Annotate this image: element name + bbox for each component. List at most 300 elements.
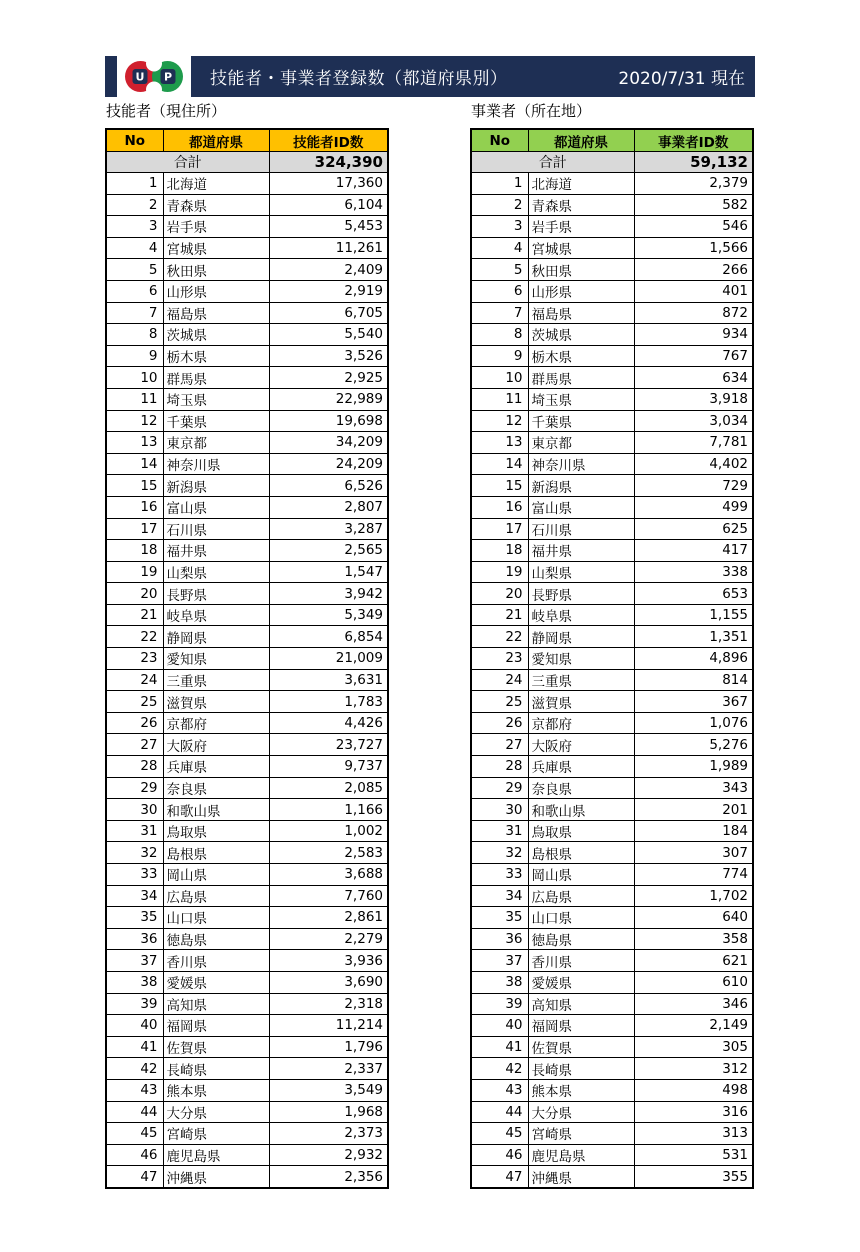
- id-count: 1,566: [634, 237, 753, 259]
- id-count: 346: [634, 993, 753, 1015]
- prefecture-name: 長崎県: [528, 1058, 634, 1080]
- id-count: 582: [634, 194, 753, 216]
- id-count: 2,409: [269, 259, 388, 281]
- id-count: 6,104: [269, 194, 388, 216]
- id-count: 3,287: [269, 518, 388, 540]
- table-row: [106, 1079, 388, 1101]
- prefecture-name: 長野県: [528, 583, 634, 605]
- row-number: 3: [471, 216, 528, 238]
- prefecture-name: 和歌山県: [528, 799, 634, 821]
- row-number: 45: [471, 1123, 528, 1145]
- id-count: 3,688: [269, 864, 388, 886]
- prefecture-name: 秋田県: [528, 259, 634, 281]
- row-number: 12: [106, 410, 163, 432]
- row-number: 15: [106, 475, 163, 497]
- table-row: [106, 280, 388, 302]
- row-number: 7: [471, 302, 528, 324]
- table-row: [471, 799, 753, 821]
- id-count: 266: [634, 259, 753, 281]
- prefecture-name: 愛知県: [163, 648, 269, 670]
- id-count: 23,727: [269, 734, 388, 756]
- row-number: 16: [106, 496, 163, 518]
- prefecture-name: 和歌山県: [163, 799, 269, 821]
- table-row: [471, 950, 753, 972]
- prefecture-name: 佐賀県: [163, 1036, 269, 1058]
- table-row: [106, 777, 388, 799]
- prefecture-name: 鹿児島県: [528, 1144, 634, 1166]
- table-row: [471, 1015, 753, 1037]
- prefecture-name: 宮城県: [528, 237, 634, 259]
- id-count: 3,631: [269, 669, 388, 691]
- id-count: 640: [634, 907, 753, 929]
- id-count: 5,540: [269, 324, 388, 346]
- prefecture-name: 島根県: [528, 842, 634, 864]
- id-count: 17,360: [269, 173, 388, 195]
- prefecture-name: 島根県: [163, 842, 269, 864]
- id-count: 4,426: [269, 712, 388, 734]
- prefecture-name: 宮城県: [163, 237, 269, 259]
- table-row: [106, 324, 388, 346]
- prefecture-name: 岐阜県: [163, 604, 269, 626]
- prefecture-name: 長野県: [163, 583, 269, 605]
- table-row: [106, 842, 388, 864]
- table-row: [106, 907, 388, 929]
- id-count: 2,356: [269, 1166, 388, 1188]
- id-count: 2,085: [269, 777, 388, 799]
- row-number: 4: [471, 237, 528, 259]
- table-row: [106, 410, 388, 432]
- id-count: 934: [634, 324, 753, 346]
- id-count: 3,690: [269, 971, 388, 993]
- table-row: [471, 626, 753, 648]
- table-row: [106, 712, 388, 734]
- business-section: [470, 101, 754, 1189]
- prefecture-name: 愛媛県: [163, 971, 269, 993]
- ccus-logo: [117, 56, 191, 97]
- col-header-no: No: [106, 129, 163, 152]
- row-number: 45: [106, 1123, 163, 1145]
- row-number: 22: [471, 626, 528, 648]
- id-count: 546: [634, 216, 753, 238]
- prefecture-name: 福岡県: [528, 1015, 634, 1037]
- table-row: [106, 345, 388, 367]
- row-number: 23: [106, 648, 163, 670]
- prefecture-name: 富山県: [528, 496, 634, 518]
- table-row: [106, 691, 388, 713]
- table-row: [471, 712, 753, 734]
- row-number: 3: [106, 216, 163, 238]
- prefecture-name: 熊本県: [163, 1079, 269, 1101]
- row-number: 30: [106, 799, 163, 821]
- prefecture-name: 岡山県: [163, 864, 269, 886]
- table-row: [471, 173, 753, 195]
- prefecture-name: 青森県: [163, 194, 269, 216]
- table-row: [471, 345, 753, 367]
- row-number: 44: [471, 1101, 528, 1123]
- prefecture-name: 福岡県: [163, 1015, 269, 1037]
- table-row: [471, 1058, 753, 1080]
- row-number: 9: [471, 345, 528, 367]
- table-row: [471, 1144, 753, 1166]
- technician-total-row: [106, 152, 388, 173]
- table-row: [471, 324, 753, 346]
- row-number: 9: [106, 345, 163, 367]
- row-number: 19: [106, 561, 163, 583]
- prefecture-name: 沖縄県: [163, 1166, 269, 1188]
- prefecture-name: 千葉県: [528, 410, 634, 432]
- table-row: [106, 583, 388, 605]
- table-row: [471, 604, 753, 626]
- table-row: [471, 864, 753, 886]
- id-count: 2,565: [269, 540, 388, 562]
- id-count: 2,925: [269, 367, 388, 389]
- ccus-logo-icon: [123, 58, 185, 95]
- row-number: 5: [106, 259, 163, 281]
- table-row: [106, 1015, 388, 1037]
- id-count: 2,583: [269, 842, 388, 864]
- table-row: [471, 1101, 753, 1123]
- row-number: 40: [106, 1015, 163, 1037]
- table-row: [471, 734, 753, 756]
- prefecture-name: 岡山県: [528, 864, 634, 886]
- table-row: [106, 216, 388, 238]
- id-count: 367: [634, 691, 753, 713]
- id-count: 621: [634, 950, 753, 972]
- prefecture-name: 福井県: [528, 540, 634, 562]
- table-row: [471, 280, 753, 302]
- prefecture-name: 福島県: [163, 302, 269, 324]
- id-count: 21,009: [269, 648, 388, 670]
- table-row: [471, 1036, 753, 1058]
- table-row: [106, 1058, 388, 1080]
- row-number: 44: [106, 1101, 163, 1123]
- id-count: 1,002: [269, 820, 388, 842]
- prefecture-name: 群馬県: [163, 367, 269, 389]
- prefecture-name: 新潟県: [163, 475, 269, 497]
- id-count: 872: [634, 302, 753, 324]
- table-row: [471, 410, 753, 432]
- id-count: 634: [634, 367, 753, 389]
- prefecture-name: 鹿児島県: [163, 1144, 269, 1166]
- table-row: [106, 864, 388, 886]
- table-row: [106, 475, 388, 497]
- row-number: 24: [106, 669, 163, 691]
- prefecture-name: 青森県: [528, 194, 634, 216]
- table-row: [106, 993, 388, 1015]
- prefecture-name: 京都府: [163, 712, 269, 734]
- row-number: 25: [106, 691, 163, 713]
- row-number: 39: [471, 993, 528, 1015]
- row-number: 47: [106, 1166, 163, 1188]
- table-row: [106, 1123, 388, 1145]
- table-row: [471, 518, 753, 540]
- row-number: 31: [106, 820, 163, 842]
- row-number: 26: [106, 712, 163, 734]
- id-count: 316: [634, 1101, 753, 1123]
- row-number: 1: [471, 173, 528, 195]
- row-number: 13: [106, 432, 163, 454]
- prefecture-name: 山口県: [528, 907, 634, 929]
- table-row: [471, 820, 753, 842]
- table-row: [106, 259, 388, 281]
- table-row: [471, 453, 753, 475]
- id-count: 305: [634, 1036, 753, 1058]
- row-number: 21: [106, 604, 163, 626]
- prefecture-name: 静岡県: [528, 626, 634, 648]
- row-number: 46: [106, 1144, 163, 1166]
- prefecture-name: 兵庫県: [163, 756, 269, 778]
- prefecture-name: 鳥取県: [528, 820, 634, 842]
- id-count: 3,549: [269, 1079, 388, 1101]
- table-row: [106, 626, 388, 648]
- row-number: 14: [106, 453, 163, 475]
- prefecture-name: 兵庫県: [528, 756, 634, 778]
- row-number: 8: [471, 324, 528, 346]
- prefecture-name: 山梨県: [163, 561, 269, 583]
- technician-section: [105, 101, 389, 1189]
- row-number: 38: [106, 971, 163, 993]
- row-number: 34: [471, 885, 528, 907]
- row-number: 2: [106, 194, 163, 216]
- id-count: 6,854: [269, 626, 388, 648]
- table-row: [106, 1166, 388, 1188]
- row-number: 28: [106, 756, 163, 778]
- id-count: 4,402: [634, 453, 753, 475]
- col-header-business-count: 事業者ID数: [634, 129, 753, 152]
- row-number: 13: [471, 432, 528, 454]
- id-count: 11,261: [269, 237, 388, 259]
- row-number: 30: [471, 799, 528, 821]
- row-number: 19: [471, 561, 528, 583]
- row-number: 34: [106, 885, 163, 907]
- id-count: 355: [634, 1166, 753, 1188]
- prefecture-name: 茨城県: [163, 324, 269, 346]
- row-number: 32: [471, 842, 528, 864]
- table-row: [471, 194, 753, 216]
- prefecture-name: 大分県: [163, 1101, 269, 1123]
- id-count: 1,783: [269, 691, 388, 713]
- table-row: [471, 885, 753, 907]
- id-count: 9,737: [269, 756, 388, 778]
- prefecture-name: 高知県: [528, 993, 634, 1015]
- table-row: [471, 432, 753, 454]
- row-number: 38: [471, 971, 528, 993]
- prefecture-name: 三重県: [528, 669, 634, 691]
- prefecture-name: 北海道: [163, 173, 269, 195]
- prefecture-name: 石川県: [163, 518, 269, 540]
- prefecture-name: 長崎県: [163, 1058, 269, 1080]
- table-row: [106, 453, 388, 475]
- total-label: 合計: [471, 152, 634, 173]
- row-number: 20: [471, 583, 528, 605]
- id-count: 313: [634, 1123, 753, 1145]
- row-number: 15: [471, 475, 528, 497]
- row-number: 29: [471, 777, 528, 799]
- col-header-technician-count: 技能者ID数: [269, 129, 388, 152]
- table-row: [106, 518, 388, 540]
- row-number: 37: [106, 950, 163, 972]
- table-row: [106, 971, 388, 993]
- prefecture-name: 高知県: [163, 993, 269, 1015]
- table-row: [471, 648, 753, 670]
- prefecture-name: 栃木県: [163, 345, 269, 367]
- table-row: [106, 648, 388, 670]
- table-row: [471, 1123, 753, 1145]
- business-table-body: [471, 173, 753, 1188]
- id-count: 610: [634, 971, 753, 993]
- id-count: 417: [634, 540, 753, 562]
- table-row: [471, 1079, 753, 1101]
- table-row: [471, 583, 753, 605]
- total-label: 合計: [106, 152, 269, 173]
- id-count: 3,918: [634, 388, 753, 410]
- id-count: 3,942: [269, 583, 388, 605]
- technician-total-value: 324,390: [269, 152, 388, 173]
- id-count: 343: [634, 777, 753, 799]
- row-number: 41: [106, 1036, 163, 1058]
- id-count: 5,276: [634, 734, 753, 756]
- id-count: 499: [634, 496, 753, 518]
- id-count: 1,989: [634, 756, 753, 778]
- id-count: 19,698: [269, 410, 388, 432]
- row-number: 6: [106, 280, 163, 302]
- prefecture-name: 千葉県: [163, 410, 269, 432]
- row-number: 16: [471, 496, 528, 518]
- id-count: 22,989: [269, 388, 388, 410]
- id-count: 4,896: [634, 648, 753, 670]
- id-count: 3,526: [269, 345, 388, 367]
- business-total-value: 59,132: [634, 152, 753, 173]
- col-header-prefecture: 都道府県: [528, 129, 634, 152]
- id-count: 2,807: [269, 496, 388, 518]
- id-count: 625: [634, 518, 753, 540]
- prefecture-name: 愛媛県: [528, 971, 634, 993]
- id-count: 2,932: [269, 1144, 388, 1166]
- table-row: [471, 302, 753, 324]
- table-row: [106, 237, 388, 259]
- prefecture-name: 香川県: [163, 950, 269, 972]
- prefecture-name: 宮崎県: [163, 1123, 269, 1145]
- row-number: 28: [471, 756, 528, 778]
- business-table: [470, 128, 754, 1189]
- id-count: 11,214: [269, 1015, 388, 1037]
- prefecture-name: 山梨県: [528, 561, 634, 583]
- prefecture-name: 滋賀県: [528, 691, 634, 713]
- id-count: 774: [634, 864, 753, 886]
- prefecture-name: 岩手県: [528, 216, 634, 238]
- table-row: [471, 561, 753, 583]
- id-count: 1,702: [634, 885, 753, 907]
- id-count: 34,209: [269, 432, 388, 454]
- prefecture-name: 徳島県: [528, 928, 634, 950]
- business-section-title: 事業者（所在地）: [471, 102, 592, 120]
- id-count: 6,705: [269, 302, 388, 324]
- table-row: [471, 496, 753, 518]
- table-row: [471, 842, 753, 864]
- prefecture-name: 埼玉県: [163, 388, 269, 410]
- prefecture-name: 徳島県: [163, 928, 269, 950]
- table-row: [471, 669, 753, 691]
- id-count: 2,861: [269, 907, 388, 929]
- id-count: 2,919: [269, 280, 388, 302]
- table-row: [471, 971, 753, 993]
- row-number: 5: [471, 259, 528, 281]
- row-number: 18: [106, 540, 163, 562]
- prefecture-name: 群馬県: [528, 367, 634, 389]
- row-number: 25: [471, 691, 528, 713]
- id-count: 401: [634, 280, 753, 302]
- table-row: [106, 194, 388, 216]
- prefecture-name: 新潟県: [528, 475, 634, 497]
- prefecture-name: 岐阜県: [528, 604, 634, 626]
- id-count: 1,547: [269, 561, 388, 583]
- id-count: 3,034: [634, 410, 753, 432]
- prefecture-name: 大阪府: [163, 734, 269, 756]
- table-row: [106, 1101, 388, 1123]
- id-count: 1,076: [634, 712, 753, 734]
- prefecture-name: 石川県: [528, 518, 634, 540]
- row-number: 24: [471, 669, 528, 691]
- prefecture-name: 広島県: [528, 885, 634, 907]
- prefecture-name: 鳥取県: [163, 820, 269, 842]
- row-number: 35: [471, 907, 528, 929]
- id-count: 201: [634, 799, 753, 821]
- prefecture-name: 宮崎県: [528, 1123, 634, 1145]
- prefecture-name: 栃木県: [528, 345, 634, 367]
- table-row: [106, 496, 388, 518]
- prefecture-name: 熊本県: [528, 1079, 634, 1101]
- business-table-header-row: [471, 129, 753, 152]
- row-number: 10: [471, 367, 528, 389]
- prefecture-name: 静岡県: [163, 626, 269, 648]
- row-number: 47: [471, 1166, 528, 1188]
- prefecture-name: 神奈川県: [163, 453, 269, 475]
- table-row: [106, 799, 388, 821]
- document-title: 技能者・事業者登録数（都道府県別）: [210, 69, 508, 89]
- table-row: [106, 540, 388, 562]
- row-number: 33: [106, 864, 163, 886]
- row-number: 23: [471, 648, 528, 670]
- prefecture-name: 山形県: [163, 280, 269, 302]
- row-number: 8: [106, 324, 163, 346]
- id-count: 498: [634, 1079, 753, 1101]
- row-number: 39: [106, 993, 163, 1015]
- table-row: [106, 885, 388, 907]
- row-number: 18: [471, 540, 528, 562]
- table-row: [471, 216, 753, 238]
- prefecture-name: 山口県: [163, 907, 269, 929]
- row-number: 17: [471, 518, 528, 540]
- prefecture-name: 東京都: [163, 432, 269, 454]
- row-number: 43: [106, 1079, 163, 1101]
- row-number: 7: [106, 302, 163, 324]
- id-count: 24,209: [269, 453, 388, 475]
- row-number: 42: [471, 1058, 528, 1080]
- prefecture-name: 富山県: [163, 496, 269, 518]
- prefecture-name: 大阪府: [528, 734, 634, 756]
- prefecture-name: 三重県: [163, 669, 269, 691]
- prefecture-name: 佐賀県: [528, 1036, 634, 1058]
- col-header-no: No: [471, 129, 528, 152]
- header-bar: [105, 56, 755, 97]
- row-number: 20: [106, 583, 163, 605]
- technician-table: [105, 128, 389, 1189]
- id-count: 358: [634, 928, 753, 950]
- prefecture-name: 愛知県: [528, 648, 634, 670]
- id-count: 653: [634, 583, 753, 605]
- table-row: [471, 777, 753, 799]
- id-count: 5,349: [269, 604, 388, 626]
